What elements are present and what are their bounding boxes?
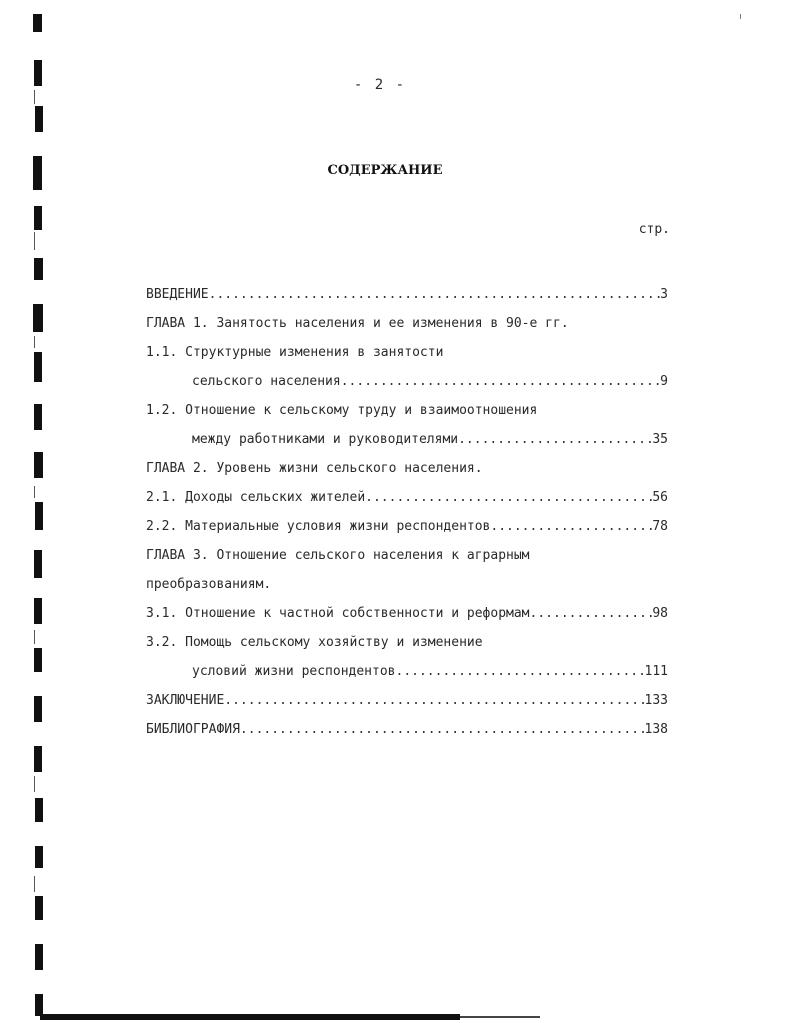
toc-leader-dots <box>341 367 660 396</box>
page-title: СОДЕРЖАНИЕ <box>327 163 443 178</box>
toc-entry <box>146 454 668 483</box>
toc-leader-dots <box>490 512 652 541</box>
toc-entry <box>146 309 668 338</box>
toc-leader-dots <box>530 599 653 628</box>
toc-entry-text: ЗАКЛЮЧЕНИЕ <box>146 693 225 708</box>
toc-entry-text: ГЛАВА 2. Уровень жизни сельского населения. <box>146 461 483 476</box>
toc-entry-text: 1.1. Структурные изменения в занятости <box>146 345 444 360</box>
toc-leader-dots <box>209 280 661 309</box>
toc-entry <box>146 512 668 541</box>
toc-entry-page: 111 <box>644 664 668 679</box>
toc-entry <box>146 396 668 425</box>
toc-entry <box>146 541 668 570</box>
binding-edge-marks <box>33 0 47 1023</box>
toc-entry-page: 138 <box>644 722 668 737</box>
toc-entry <box>146 599 668 628</box>
toc-entry-text: 1.2. Отношение к сельскому труду и взаимоотношения <box>146 403 538 418</box>
toc-entry <box>146 280 668 309</box>
toc-entry <box>146 657 668 686</box>
toc-entry-text: 3.2. Помощь сельскому хозяйству и изменение <box>146 635 483 650</box>
toc-entry-page: 3 <box>660 287 668 302</box>
toc-leader-dots <box>365 483 652 512</box>
toc-entry-text: условий жизни респондентов <box>192 664 396 679</box>
toc-entry-text: 3.1. Отношение к частной собственности и реформам <box>146 606 530 621</box>
toc-entry-text: БИБЛИОГРАФИЯ <box>146 722 240 737</box>
toc-entry <box>146 628 668 657</box>
toc-entry <box>146 715 668 744</box>
toc-entry <box>146 425 668 454</box>
toc-entry-text: преобразованиям. <box>146 577 272 592</box>
toc-leader-dots <box>240 715 645 744</box>
toc-entry-page: 133 <box>644 693 668 708</box>
page-number: - 2 - <box>353 77 407 93</box>
toc-entry <box>146 367 668 396</box>
toc-entry-page: 78 <box>652 519 668 534</box>
toc-entry <box>146 483 668 512</box>
toc-leader-dots <box>458 425 652 454</box>
toc-entry-text: сельского населения <box>192 374 341 389</box>
toc-entry <box>146 570 668 599</box>
toc-entry-text: ВВЕДЕНИЕ <box>146 287 209 302</box>
table-of-contents <box>146 280 668 744</box>
toc-entry-page: 98 <box>652 606 668 621</box>
toc-entry <box>146 338 668 367</box>
toc-entry-page: 35 <box>652 432 668 447</box>
toc-entry-text: ГЛАВА 3. Отношение сельского населения к аграрным <box>146 548 530 563</box>
toc-entry-page: 9 <box>660 374 668 389</box>
toc-leader-dots <box>224 686 644 715</box>
toc-entry-text: 2.2. Материальные условия жизни респондентов <box>146 519 491 534</box>
bottom-binding-rule-faint <box>460 1016 540 1018</box>
bottom-binding-rule <box>40 1014 460 1020</box>
toc-entry-text: ГЛАВА 1. Занятость населения и ее изменения в 90-е гг. <box>146 316 569 331</box>
toc-entry-text: между работниками и руководителями <box>192 432 459 447</box>
toc-leader-dots <box>396 657 645 686</box>
page-column-label: стр. <box>638 222 670 237</box>
toc-entry <box>146 686 668 715</box>
toc-entry-page: 56 <box>652 490 668 505</box>
scan-speck <box>740 14 741 19</box>
toc-entry-text: 2.1. Доходы сельских жителей <box>146 490 366 505</box>
